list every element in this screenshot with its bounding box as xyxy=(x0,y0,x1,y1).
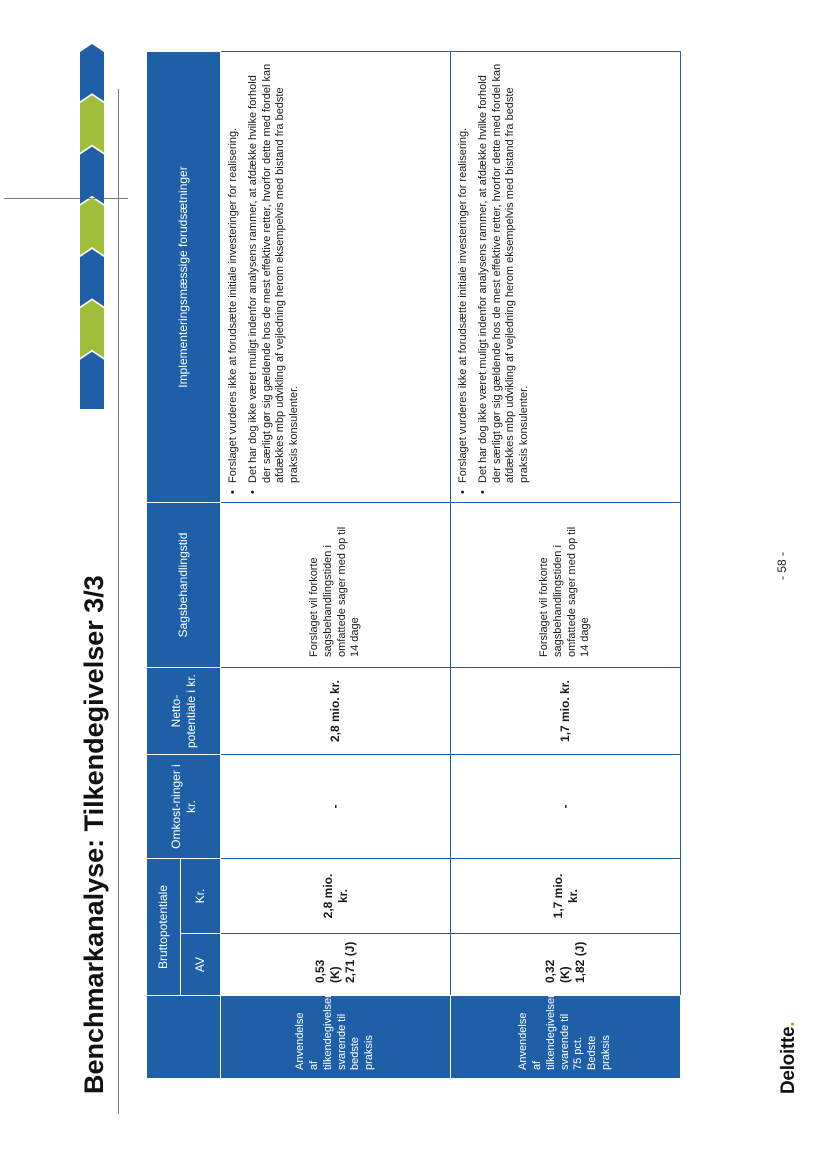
header-vertical-divider xyxy=(4,198,128,199)
brutto-header: Bruttopotentiale xyxy=(147,859,181,996)
page-title: Benchmarkanalyse: Tilkendegivelser 3/3 xyxy=(79,575,109,1094)
page-number: - 58 - xyxy=(775,552,789,581)
logo-dot: . xyxy=(778,1021,799,1027)
av-header: AV xyxy=(181,934,221,996)
list-item: • Forslaget vurderes ikke at forudsætte initiale investeringer for realisering. xyxy=(457,58,471,494)
av-cell xyxy=(221,934,451,996)
av-value-j: 1,82 (J) xyxy=(573,941,587,983)
list-item: • Det har dog ikke været muligt indenfor analysens rammer, at afdække hvilke forhold der særligt gør sig gældende hos de mest effektive retter, hvorfor dette med fordel kan afdækkes mbp udvikling af vejledning herom eksempelvis med bistand fra bedste praksis konsulenter. xyxy=(477,58,532,494)
table-row xyxy=(221,52,451,1079)
title-divider xyxy=(118,89,119,1114)
chevron-green xyxy=(80,198,104,255)
av-value-k: 0,32 (K) xyxy=(543,959,572,983)
chevron-blue xyxy=(80,352,104,409)
chevron-blue xyxy=(80,44,104,101)
logo-text: Deloitte xyxy=(778,1026,799,1094)
kr-header: Kr. xyxy=(181,859,221,934)
progress-chevrons xyxy=(80,44,104,409)
omkost-header: Omkost-ninger i kr. xyxy=(147,755,221,859)
av-cell xyxy=(451,934,681,996)
chevron-blue xyxy=(80,147,104,204)
impl-cell xyxy=(221,52,451,503)
deloitte-logo xyxy=(778,1022,800,1094)
omkost-cell: - xyxy=(451,755,681,859)
impl-list xyxy=(457,58,532,494)
av-value-k: 0,53 (K) xyxy=(313,959,342,983)
omkost-cell: - xyxy=(221,755,451,859)
av-value-j: 2,71 (J) xyxy=(343,941,357,983)
row-label: Anvendelse af tilkendegivelser svarende til bedste praksis xyxy=(221,996,451,1079)
kr-cell: 2,8 mio. kr. xyxy=(221,859,451,934)
sags-header: Sagsbehandlingstid xyxy=(147,503,221,668)
chevron-green xyxy=(80,300,104,357)
kr-cell: 1,7 mio. kr. xyxy=(451,859,681,934)
table-row xyxy=(451,52,681,1079)
impl-cell xyxy=(451,52,681,503)
sags-cell: Forslaget vil forkorte sagsbehandlingstiden i omfattede sager med op til 14 dage xyxy=(451,503,681,668)
list-item: • Det har dog ikke været muligt indenfor analysens rammer, at afdække hvilke forhold der særligt gør sig gældende hos de mest effektive retter, hvorfor dette med fordel kan afdækkes mbp udvikling af vejledning herom eksempelvis med bistand fra bedste praksis konsulenter. xyxy=(247,58,302,494)
corner-header-cell xyxy=(147,996,221,1079)
chevron-strip xyxy=(80,44,104,409)
chevron-blue xyxy=(80,249,104,306)
impl-list xyxy=(227,58,302,494)
sags-cell: Forslaget vil forkorte sagsbehandlingstiden i omfattede sager med op til 14 dage xyxy=(221,503,451,668)
chevron-green xyxy=(80,95,104,152)
list-item: • Forslaget vurderes ikke at forudsætte initiale investeringer for realisering. xyxy=(227,58,241,494)
netto-cell: 2,8 mio. kr. xyxy=(221,668,451,755)
impl-header: Implementeringsmæssige forudsætninger xyxy=(147,52,221,503)
benchmark-table xyxy=(146,51,681,1079)
row-label: Anvendelse af tilkendegivelser svarende til 75 pct. Bedste praksis xyxy=(451,996,681,1079)
netto-cell: 1,7 mio. kr. xyxy=(451,668,681,755)
netto-header: Netto-potentiale i kr. xyxy=(147,668,221,755)
